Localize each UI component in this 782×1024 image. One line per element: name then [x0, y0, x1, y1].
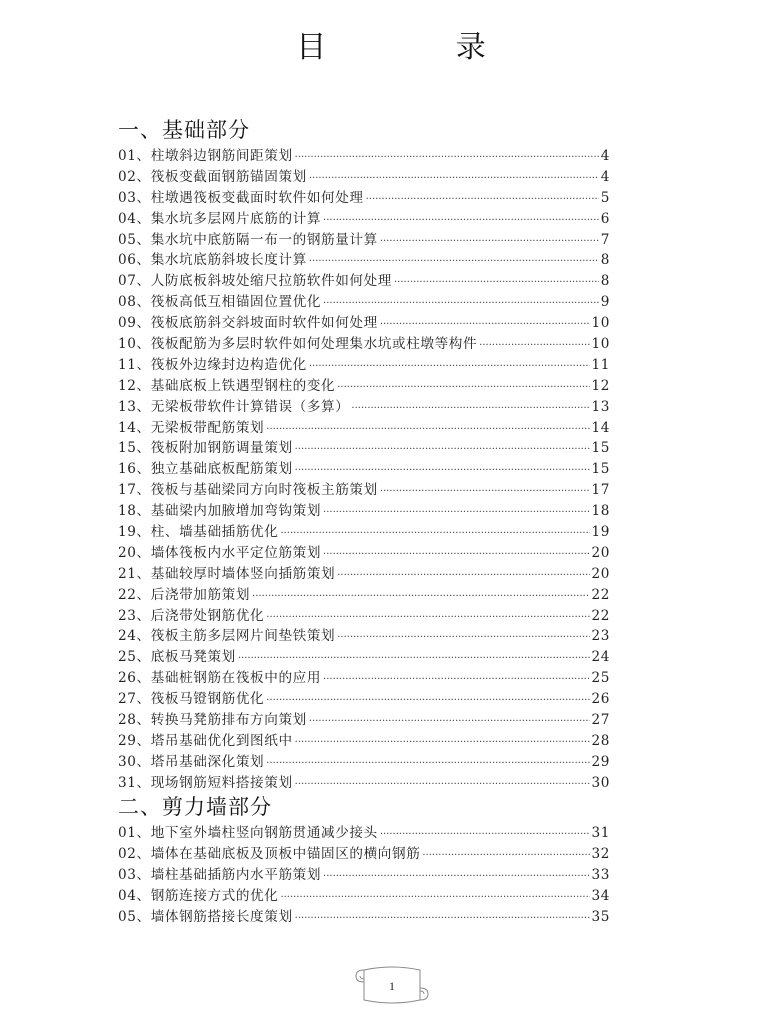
toc-entry [118, 710, 610, 731]
toc-entry [118, 292, 610, 313]
toc-entry [118, 271, 610, 292]
toc-entry [118, 167, 610, 188]
toc-entry-title: 筏板外边缘封边构造优化 [150, 356, 307, 373]
toc-dot-leader [351, 399, 589, 420]
toc-entry-page: 15 [591, 440, 610, 457]
toc-dot-leader [323, 503, 589, 524]
toc-entry-title: 现场钢筋短料搭接策划 [150, 774, 293, 791]
toc-entry-title: 集水坑中底筋隔一布一的钢筋量计算 [150, 231, 378, 248]
toc-entry [118, 209, 610, 230]
toc-entry-page: 17 [591, 482, 610, 499]
toc-entry-number: 03、 [118, 189, 151, 206]
toc-entry-page: 32 [591, 845, 610, 862]
toc-entry [118, 823, 610, 844]
toc-entry-title: 底板马凳策划 [150, 649, 236, 666]
toc-dot-leader [337, 378, 589, 399]
toc-entry-page: 10 [591, 336, 610, 353]
toc-entry-title: 墙体在基础底板及顶板中锚固区的横向钢筋 [150, 845, 421, 862]
toc-entry-page: 4 [600, 148, 610, 164]
toc-dot-leader [380, 482, 590, 503]
section-heading-shear-wall: 二、剪力墙部分 [118, 795, 272, 819]
toc-entry-title: 墙体钢筋搭接长度策划 [150, 908, 293, 925]
toc-entry-page: 34 [591, 887, 610, 904]
toc-entry-title: 筏板附加钢筋调量策划 [150, 440, 293, 457]
toc-entry-page: 13 [591, 398, 610, 415]
toc-entry [118, 606, 610, 627]
toc-dot-leader [309, 357, 590, 378]
toc-entry-number: 06、 [118, 252, 151, 269]
toc-dot-leader [380, 315, 590, 336]
toc-entry-title: 墙体筏板内水平定位筋策划 [150, 544, 322, 561]
toc-entry-title: 筏板底筋斜交斜坡面时软件如何处理 [150, 315, 378, 332]
toc-entry-page: 8 [600, 273, 610, 290]
toc-entry-page: 25 [591, 670, 610, 687]
toc-entry-title: 墙柱基础插筋内水平筋策划 [150, 866, 322, 883]
toc-entry-page: 4 [600, 168, 610, 185]
toc-entry-page: 10 [591, 315, 610, 332]
toc-entry [118, 886, 610, 907]
toc-entry [118, 585, 610, 606]
toc-entry-number: 09、 [118, 315, 151, 332]
toc-entry-number: 20、 [118, 544, 151, 561]
toc-entry-page: 18 [591, 503, 610, 520]
toc-entry-page: 11 [591, 356, 610, 373]
toc-entry-number: 16、 [118, 461, 151, 478]
toc-entry-number: 24、 [118, 628, 151, 645]
toc-entry-number: 07、 [118, 273, 151, 290]
toc-entry-title: 集水坑多层网片底筋的计算 [150, 210, 322, 227]
toc-entry-page: 20 [591, 544, 610, 561]
toc-entry-title: 柱、墙基础插筋优化 [150, 524, 279, 541]
toc-entry-title: 无梁板带配筋策划 [150, 419, 265, 436]
toc-entry-page: 23 [591, 628, 610, 645]
toc-entry [118, 689, 610, 710]
toc-entry [118, 564, 610, 585]
toc-entry-number: 17、 [118, 482, 151, 499]
toc-entry-number: 15、 [118, 440, 151, 457]
toc-entry [118, 418, 610, 439]
toc-entry-title: 集水坑底筋斜坡长度计算 [150, 252, 307, 269]
toc-entry-title: 人防底板斜坡处缩尺拉筋软件如何处理 [150, 273, 392, 290]
toc-entry-number: 22、 [118, 586, 151, 603]
toc-entry-number: 19、 [118, 524, 151, 541]
toc-entry-title: 筏板配筋为多层时软件如何处理集水坑或柱墩等构件 [150, 336, 478, 353]
toc-entry [118, 397, 610, 418]
toc-entry [118, 188, 610, 209]
toc-entry-number: 29、 [118, 732, 151, 749]
toc-list-shear-wall [118, 823, 610, 927]
toc-entry [118, 146, 610, 167]
toc-entry-number: 02、 [118, 845, 151, 862]
toc-entry-number: 14、 [118, 419, 151, 436]
toc-dot-leader [295, 461, 590, 482]
toc-dot-leader [295, 733, 590, 754]
toc-entry-number: 08、 [118, 294, 151, 311]
toc-dot-leader [295, 440, 590, 461]
page-title: 目 录 [296, 30, 546, 65]
toc-dot-leader [266, 754, 589, 775]
toc-entry-title: 无梁板带软件计算错误（多算） [150, 398, 350, 415]
toc-entry-number: 01、 [118, 148, 151, 164]
toc-dot-leader [295, 909, 590, 930]
toc-entry-number: 26、 [118, 670, 151, 687]
toc-entry-title: 基础梁内加腋增加弯钩策划 [150, 503, 322, 520]
toc-entry-number: 11、 [118, 356, 151, 373]
toc-entry [118, 355, 610, 376]
toc-dot-leader [337, 566, 589, 587]
toc-entry-number: 01、 [118, 825, 151, 841]
toc-entry [118, 438, 610, 459]
toc-dot-leader [266, 608, 589, 629]
toc-dot-leader [266, 691, 589, 712]
toc-entry-number: 04、 [118, 887, 151, 904]
toc-entry-title: 地下室外墙柱竖向钢筋贯通减少接头 [150, 825, 378, 841]
toc-dot-leader [323, 867, 589, 888]
toc-entry [118, 334, 610, 355]
toc-entry [118, 731, 610, 752]
toc-dot-leader [394, 273, 599, 294]
toc-entry [118, 543, 610, 564]
toc-entry-title: 筏板与基础梁同方向时筏板主筋策划 [150, 482, 378, 499]
toc-dot-leader [309, 169, 599, 190]
toc-entry-number: 13、 [118, 398, 151, 415]
toc-entry-page: 30 [591, 774, 610, 791]
toc-entry-number: 05、 [118, 908, 151, 925]
toc-dot-leader [380, 232, 599, 253]
toc-entry-title: 柱墩遇筏板变截面时软件如何处理 [150, 189, 364, 206]
toc-entry-title: 柱墩斜边钢筋间距策划 [150, 148, 293, 164]
toc-entry-page: 22 [591, 586, 610, 603]
toc-entry [118, 313, 610, 334]
toc-entry-page: 15 [591, 461, 610, 478]
toc-entry-number: 02、 [118, 168, 151, 185]
toc-entry-title: 转换马凳筋排布方向策划 [150, 712, 307, 729]
toc-entry-page: 8 [600, 252, 610, 269]
toc-dot-leader [252, 587, 589, 608]
toc-entry-title: 基础较厚时墙体竖向插筋策划 [150, 565, 336, 582]
toc-entry-title: 塔吊基础优化到图纸中 [150, 732, 293, 749]
toc-entry-number: 25、 [118, 649, 151, 666]
toc-entry-title: 筏板高低互相锚固位置优化 [150, 294, 322, 311]
toc-dot-leader [295, 148, 599, 169]
toc-entry-page: 19 [591, 524, 610, 541]
toc-entry-page: 35 [591, 908, 610, 925]
toc-entry-number: 12、 [118, 377, 151, 394]
toc-dot-leader [479, 336, 589, 357]
toc-dot-leader [238, 649, 590, 670]
toc-dot-leader [323, 294, 599, 315]
toc-entry-page: 20 [591, 565, 610, 582]
toc-entry [118, 626, 610, 647]
toc-dot-leader [422, 846, 589, 867]
toc-entry [118, 844, 610, 865]
toc-entry-page: 28 [591, 732, 610, 749]
toc-entry-number: 30、 [118, 753, 151, 770]
footer-scroll [350, 962, 434, 1008]
toc-entry-page: 29 [591, 753, 610, 770]
toc-entry-title: 独立基础底板配筋策划 [150, 461, 293, 478]
toc-entry-page: 26 [591, 691, 610, 708]
toc-entry-number: 05、 [118, 231, 151, 248]
toc-entry [118, 459, 610, 480]
toc-entry-title: 基础底板上铁遇型钢柱的变化 [150, 377, 336, 394]
toc-entry-number: 10、 [118, 336, 151, 353]
toc-entry [118, 647, 610, 668]
toc-entry-title: 塔吊基础深化策划 [150, 753, 265, 770]
toc-entry-page: 12 [591, 377, 610, 394]
toc-entry [118, 668, 610, 689]
toc-dot-leader [309, 712, 590, 733]
toc-list-foundation [118, 146, 610, 794]
toc-entry-title: 后浇带加筋策划 [150, 586, 251, 603]
toc-entry [118, 752, 610, 773]
toc-dot-leader [280, 524, 589, 545]
toc-entry-page: 24 [591, 649, 610, 666]
toc-dot-leader [295, 775, 590, 796]
toc-entry-number: 18、 [118, 503, 151, 520]
toc-dot-leader [366, 190, 599, 211]
toc-entry-page: 31 [591, 825, 610, 841]
toc-dot-leader [337, 628, 589, 649]
toc-entry-page: 5 [600, 189, 610, 206]
section-heading-foundation: 一、基础部分 [118, 118, 250, 142]
toc-entry [118, 865, 610, 886]
toc-entry-title: 基础桩钢筋在筏板中的应用 [150, 670, 322, 687]
toc-entry [118, 250, 610, 271]
toc-entry-page: 33 [591, 866, 610, 883]
toc-entry-page: 22 [591, 607, 610, 624]
toc-entry-number: 04、 [118, 210, 151, 227]
toc-entry [118, 501, 610, 522]
toc-entry [118, 230, 610, 251]
toc-entry-page: 6 [600, 210, 610, 227]
toc-entry-title: 筏板主筋多层网片间垫铁策划 [150, 628, 336, 645]
toc-entry-title: 筏板马镫钢筋优化 [150, 691, 265, 708]
toc-entry-number: 03、 [118, 866, 151, 883]
toc-entry [118, 376, 610, 397]
toc-dot-leader [309, 252, 599, 273]
toc-entry [118, 522, 610, 543]
toc-dot-leader [323, 545, 589, 566]
toc-entry-title: 后浇带处钢筋优化 [150, 607, 265, 624]
page-number: 1 [389, 979, 395, 993]
toc-entry-title: 筏板变截面钢筋锚固策划 [150, 168, 307, 185]
toc-entry-page: 9 [600, 294, 610, 311]
toc-entry [118, 480, 610, 501]
toc-dot-leader [323, 670, 589, 691]
toc-dot-leader [380, 825, 590, 846]
toc-dot-leader [266, 420, 589, 441]
toc-entry-number: 31、 [118, 774, 151, 791]
toc-entry-number: 21、 [118, 565, 151, 582]
toc-entry-number: 27、 [118, 691, 151, 708]
toc-entry-number: 23、 [118, 607, 151, 624]
toc-entry-page: 14 [591, 419, 610, 436]
toc-entry-number: 28、 [118, 712, 151, 729]
toc-entry-page: 27 [591, 712, 610, 729]
toc-dot-leader [280, 888, 589, 909]
toc-entry-title: 钢筋连接方式的优化 [150, 887, 279, 904]
toc-dot-leader [323, 211, 599, 232]
toc-entry [118, 907, 610, 928]
toc-entry-page: 7 [600, 231, 610, 248]
